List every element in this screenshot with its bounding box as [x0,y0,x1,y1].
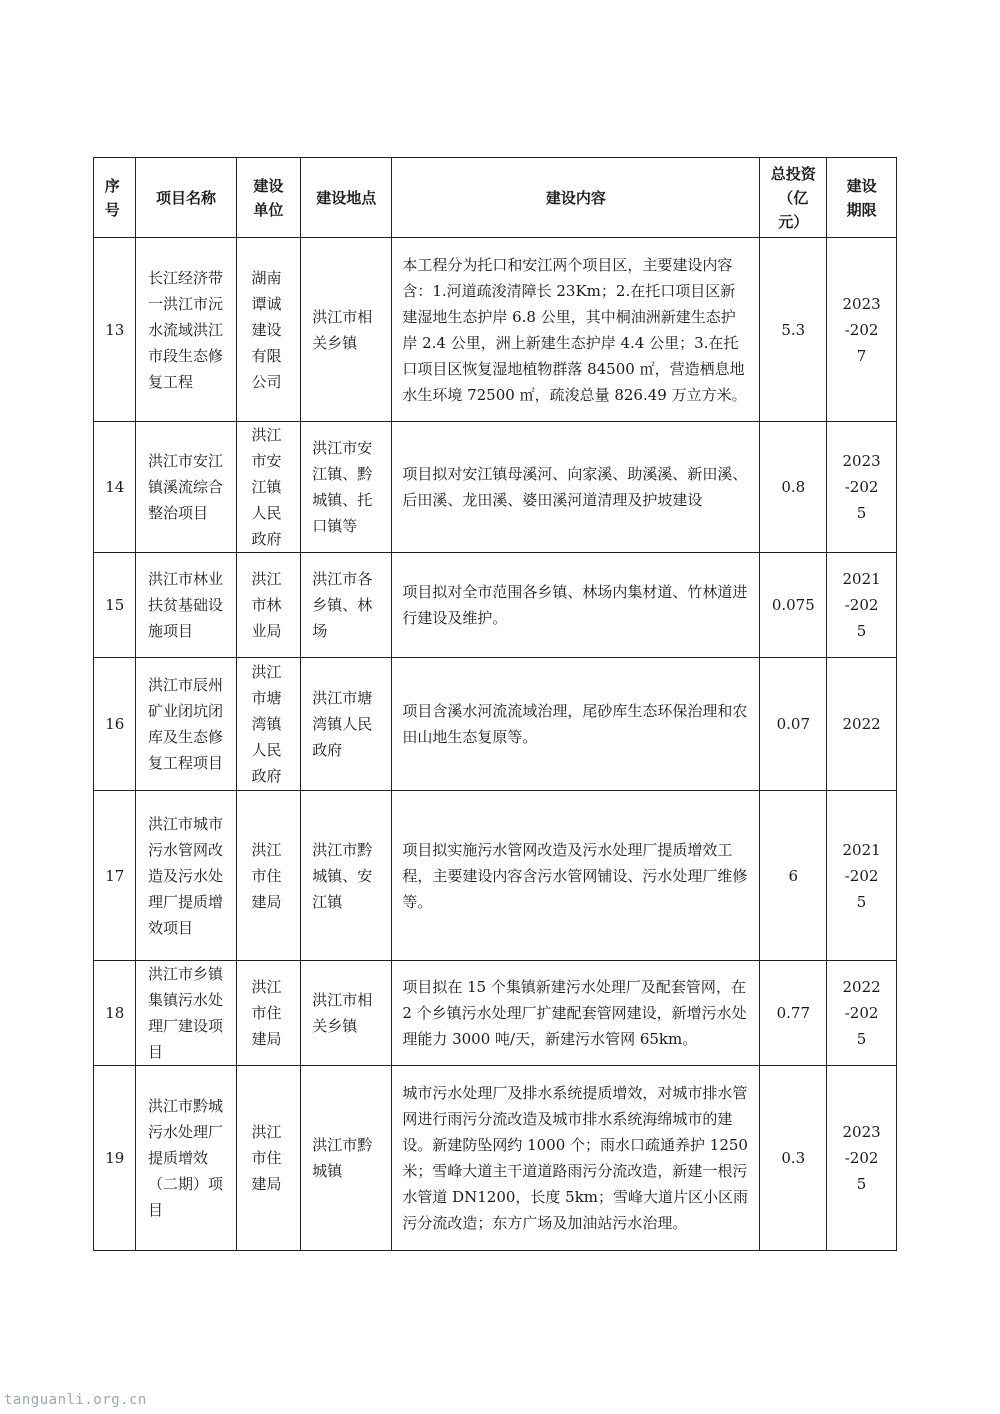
header-content: 建设内容 [392,158,760,238]
cell-period: 2021-2025 [827,791,897,961]
header-name: 项目名称 [136,158,236,238]
table-row [94,553,897,658]
cell-content: 城市污水处理厂及排水系统提质增效，对城市排水管网进行雨污分流改造及城市排水系统海绵城市的建设。新建防坠网约 1000 个；雨水口疏通养护 1250 米；雪峰大道主干道道路雨污分流改造，新建一根污水管道 DN1200，长度 5km；雪峰大道片区小区雨污分流改造；东方广场及加油站污水治理。 [392,1066,760,1251]
cell-content: 项目拟对安江镇母溪河、向家溪、助溪溪、新田溪、后田溪、龙田溪、婆田溪河道清理及护坡建设 [392,422,760,553]
cell-location: 洪江市各乡镇、林场 [301,553,392,658]
cell-name: 洪江市林业扶贫基础设施项目 [136,553,236,658]
cell-no: 18 [94,961,136,1066]
cell-no: 19 [94,1066,136,1251]
project-table [93,157,897,1251]
cell-location: 洪江市黔城镇、安江镇 [301,791,392,961]
table-row [94,961,897,1066]
cell-location: 洪江市塘湾镇人民政府 [301,658,392,791]
cell-investment: 5.3 [760,238,827,422]
table-row [94,1066,897,1251]
cell-period: 2023-2025 [827,1066,897,1251]
cell-location: 洪江市黔城镇 [301,1066,392,1251]
cell-unit: 洪江市林业局 [236,553,301,658]
cell-no: 17 [94,791,136,961]
cell-no: 16 [94,658,136,791]
cell-unit: 洪江市住建局 [236,1066,301,1251]
cell-content: 项目拟对全市范围各乡镇、林场内集材道、竹林道进行建设及维护。 [392,553,760,658]
cell-content: 项目拟实施污水管网改造及污水处理厂提质增效工程，主要建设内容含污水管网铺设、污水处理厂维修等。 [392,791,760,961]
cell-period: 2021-2025 [827,553,897,658]
cell-investment: 0.77 [760,961,827,1066]
cell-no: 14 [94,422,136,553]
cell-name: 洪江市安江镇溪流综合整治项目 [136,422,236,553]
header-period: 建设期限 [827,158,897,238]
cell-name: 洪江市城市污水管网改造及污水处理厂提质增效项目 [136,791,236,961]
cell-investment: 6 [760,791,827,961]
cell-content: 项目拟在 15 个集镇新建污水处理厂及配套管网，在 2 个乡镇污水处理厂扩建配套管网建设，新增污水处理能力 3000 吨/天，新建污水管网 65km。 [392,961,760,1066]
cell-name: 长江经济带一洪江市沅水流域洪江市段生态修复工程 [136,238,236,422]
cell-content: 本工程分为托口和安江两个项目区，主要建设内容含：1.河道疏浚清障长 23Km；2.在托口项目区新建湿地生态护岸 6.8 公里，其中桐油洲新建生态护岸 2.4 公里，洲上新建生态护岸 4.4 公里；3.在托口项目区恢复湿地植物群落 84500 ㎡，营造栖息地水生环境 72500 ㎡，疏浚总量 826.49 万立方米。 [392,238,760,422]
table-header-row [94,158,897,238]
cell-period: 2023-2027 [827,238,897,422]
cell-name: 洪江市乡镇集镇污水处理厂建设项目 [136,961,236,1066]
table-row [94,238,897,422]
cell-no: 15 [94,553,136,658]
cell-period: 2022-2025 [827,961,897,1066]
cell-investment: 0.075 [760,553,827,658]
cell-unit: 洪江市住建局 [236,961,301,1066]
cell-investment: 0.3 [760,1066,827,1251]
header-no: 序号 [94,158,136,238]
header-investment: 总投资（亿元） [760,158,827,238]
cell-no: 13 [94,238,136,422]
header-unit: 建设单位 [236,158,301,238]
cell-name: 洪江市黔城污水处理厂提质增效（二期）项目 [136,1066,236,1251]
cell-period: 2023-2025 [827,422,897,553]
cell-unit: 洪江市塘湾镇人民政府 [236,658,301,791]
cell-name: 洪江市辰州矿业闭坑闭库及生态修复工程项目 [136,658,236,791]
cell-content: 项目含溪水河流流域治理，尾砂库生态环保治理和农田山地生态复原等。 [392,658,760,791]
cell-unit: 洪江市安江镇人民政府 [236,422,301,553]
header-location: 建设地点 [301,158,392,238]
watermark-text: tanguanli.org.cn [4,1392,147,1408]
table-row [94,422,897,553]
cell-investment: 0.8 [760,422,827,553]
cell-unit: 湖南谭诚建设有限公司 [236,238,301,422]
cell-location: 洪江市相关乡镇 [301,961,392,1066]
cell-location: 洪江市安江镇、黔城镇、托口镇等 [301,422,392,553]
cell-investment: 0.07 [760,658,827,791]
cell-period: 2022 [827,658,897,791]
cell-location: 洪江市相关乡镇 [301,238,392,422]
table-row [94,791,897,961]
cell-unit: 洪江市住建局 [236,791,301,961]
table-row [94,658,897,791]
